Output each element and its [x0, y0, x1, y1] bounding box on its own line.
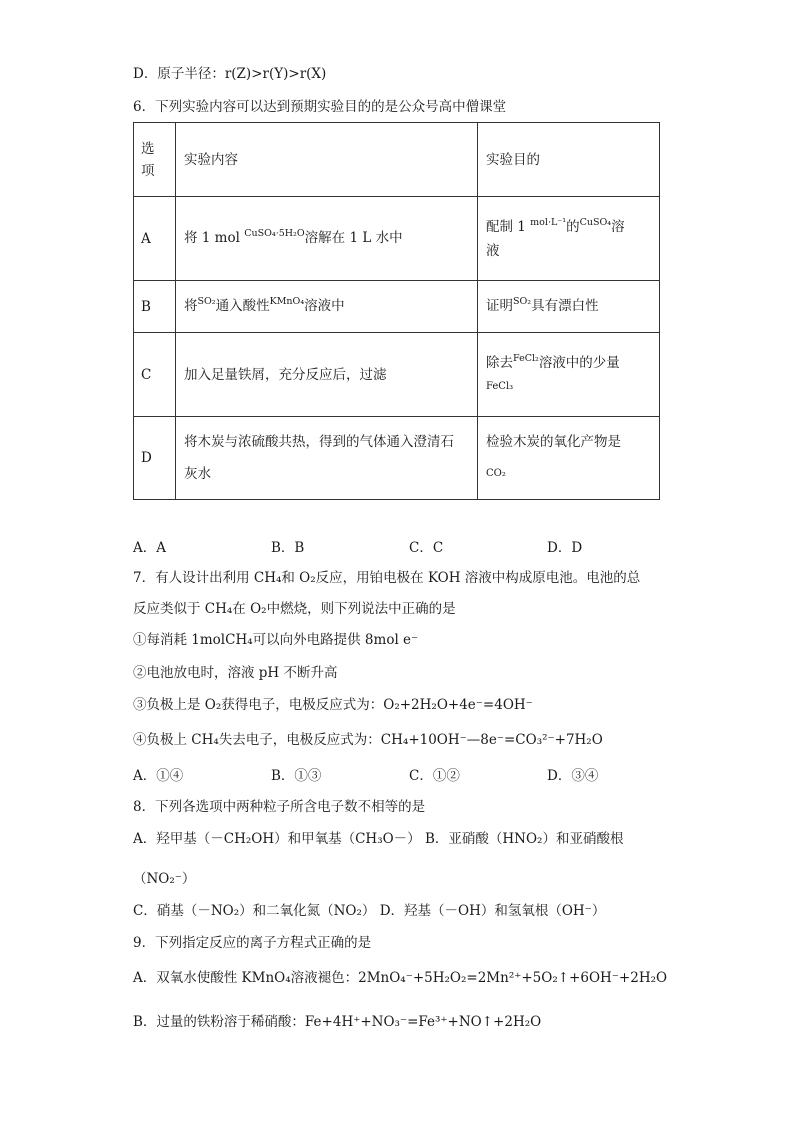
q9-option-a: A．双氧水使酸性 KMnO₄溶液褪色：2MnO₄⁻+5H₂O₂=2Mn²⁺+5O₂↑+6OH⁻+2H₂O	[133, 970, 668, 986]
option-c: C．C	[409, 540, 444, 556]
header-option-line2: 项	[141, 162, 155, 179]
row-label: D	[134, 417, 176, 500]
q7-statement-1: ①每消耗 1molCH₄可以向外电路提供 8mol e⁻	[133, 632, 419, 648]
option-b: B．①③	[271, 768, 322, 784]
q7-statement-3: ③负极上是 O₂获得电子，电极反应式为：O₂+2H₂O+4e⁻=4OH⁻	[133, 697, 533, 713]
row-label: A	[134, 197, 176, 281]
purpose-text: 溶	[611, 218, 625, 235]
option-d: D．③④	[547, 768, 599, 784]
q9-stem: 9．下列指定反应的离子方程式正确的是	[133, 935, 372, 951]
formula: CO₂	[486, 468, 506, 479]
option-b: B．B	[271, 540, 305, 556]
content-text: 灰水	[184, 466, 211, 482]
q8-stem: 8．下列各选项中两种粒子所含电子数不相等的是	[133, 799, 426, 815]
q7-statement-2: ②电池放电时，溶液 pH 不断升高	[133, 665, 338, 681]
content-text: 溶解在 1 L 水中	[304, 229, 403, 246]
content-text: 通入酸性	[215, 297, 270, 314]
formula: KMnO₄	[269, 295, 305, 307]
header-option-line1: 选	[141, 140, 155, 157]
content-text: 将木炭与浓硫酸共热，得到的气体通入澄清石	[184, 434, 454, 450]
row-purpose	[478, 417, 660, 500]
q5-option-d: D．原子半径：r(Z)>r(Y)>r(X)	[133, 66, 327, 82]
purpose-text: 除去	[486, 354, 513, 371]
formula: FeCl₃	[486, 380, 514, 392]
purpose-text: 检验木炭的氧化产物是	[486, 434, 621, 450]
row-purpose	[478, 333, 660, 417]
row-purpose	[478, 197, 660, 281]
row-content	[176, 417, 478, 500]
purpose-text: 溶液中的少量	[538, 354, 620, 371]
purpose-text: 具有漂白性	[531, 297, 599, 314]
purpose-text: 液	[486, 242, 500, 259]
table-row	[134, 417, 660, 500]
q7-options	[133, 766, 685, 786]
purpose-text: 证明	[486, 297, 513, 314]
q7-stem-line1: 7．有人设计出利用 CH₄和 O₂反应，用铂电极在 KOH 溶液中构成原电池。电池的总	[133, 570, 641, 586]
q8-options-ab: A．羟甲基（－CH₂OH）和甲氧基（CH₃O－） B．亚硝酸（HNO₂）和亚硝酸根	[133, 831, 624, 847]
table-row	[134, 281, 660, 333]
row-content: 加入足量铁屑，充分反应后，过滤	[176, 333, 478, 417]
content-text: 溶液中	[304, 297, 345, 314]
q6-stem: 6．下列实验内容可以达到预期实验目的的是公众号高中僧课堂	[133, 99, 507, 115]
table-header-row	[134, 123, 660, 197]
q8-options-cd: C．硝基（－NO₂）和二氧化氮（NO₂） D．羟基（－OH）和氢氧根（OH⁻）	[133, 903, 606, 919]
q7-statement-4: ④负极上 CH₄失去电子，电极反应式为：CH₄+10OH⁻—8e⁻=CO₃²⁻+7H₂O	[133, 732, 603, 748]
formula: mol·L⁻¹	[530, 216, 567, 228]
header-content-cell: 实验内容	[176, 123, 478, 197]
experiment-table	[133, 122, 660, 500]
row-content	[176, 281, 478, 333]
content-text: 将	[184, 297, 198, 314]
formula: CuSO₄	[579, 216, 612, 228]
formula: CuSO₄·5H₂O	[244, 227, 305, 239]
q8-option-b-continued: （NO₂⁻）	[133, 871, 196, 887]
formula: FeCl₂	[513, 352, 539, 364]
q7-stem-line2: 反应类似于 CH₄在 O₂中燃烧，则下列说法中正确的是	[133, 601, 456, 617]
formula: SO₂	[197, 295, 216, 307]
q6-options	[133, 538, 685, 558]
header-option-cell	[134, 123, 176, 197]
purpose-text: 配制 1	[486, 218, 531, 235]
content-text: 将 1 mol	[184, 229, 245, 246]
row-label: C	[134, 333, 176, 417]
row-purpose	[478, 281, 660, 333]
option-d: D．D	[547, 540, 583, 556]
option-a: A．A	[133, 540, 166, 556]
formula: SO₂	[513, 295, 532, 307]
q9-option-b: B．过量的铁粉溶于稀硝酸：Fe+4H⁺+NO₃⁻=Fe³⁺+NO↑+2H₂O	[133, 1014, 542, 1030]
table-row	[134, 197, 660, 281]
header-purpose-cell: 实验目的	[478, 123, 660, 197]
table-row	[134, 333, 660, 417]
purpose-text: 的	[566, 218, 580, 235]
option-c: C．①②	[409, 768, 460, 784]
row-content	[176, 197, 478, 281]
row-label: B	[134, 281, 176, 333]
option-a: A．①④	[133, 768, 184, 784]
